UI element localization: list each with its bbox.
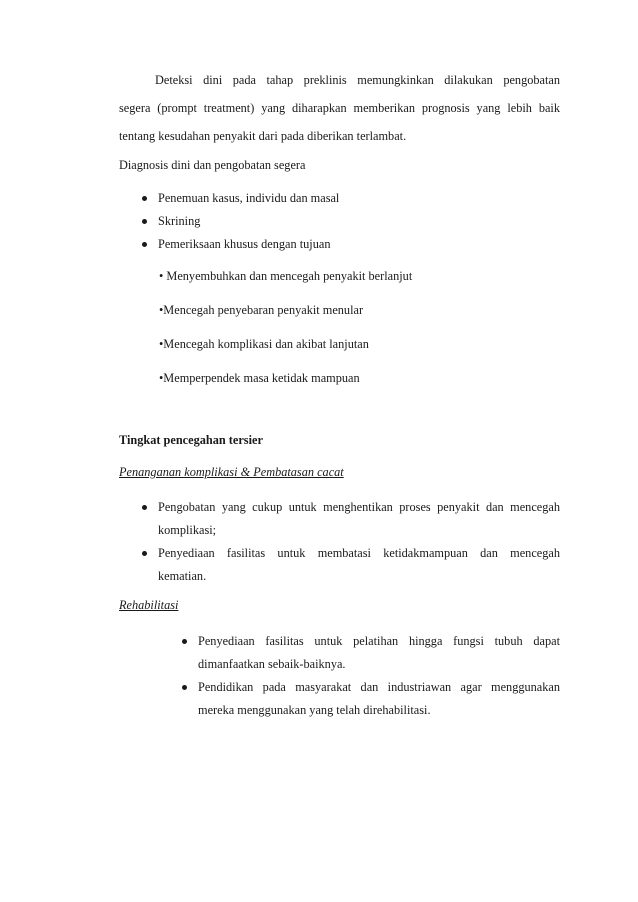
diagnosis-bullet: Pemeriksaan khusus dengan tujuan [158,237,331,251]
rehabilitasi-item-line-2: mereka menggunakan yang telah direhabilitasi. [198,703,431,717]
bullet-icon [182,639,187,644]
diagnosis-sub-item: •Mencegah komplikasi dan akibat lanjutan [159,337,369,351]
diagnosis-bullet: Penemuan kasus, individu dan masal [158,191,340,205]
bullet-icon [142,196,147,201]
rehabilitasi-heading: Rehabilitasi [119,598,179,612]
rehabilitasi-item-line-2: dimanfaatkan sebaik-baiknya. [198,657,346,671]
bullet-icon [142,505,147,510]
intro-line-1: Deteksi dini pada tahap preklinis memungkinkan dilakukan pengobatan [155,73,560,87]
tersier-item-line-2: kematian. [158,569,207,583]
bullet-icon [142,242,147,247]
tersier-item-line-2: komplikasi; [158,523,217,537]
bullet-icon [142,551,147,556]
bullet-icon [142,219,147,224]
diagnosis-sub-item: • Menyembuhkan dan mencegah penyakit berlanjut [159,269,413,283]
tersier-item-line-1: Pengobatan yang cukup untuk menghentikan proses penyakit dan mencegah [158,500,560,514]
diagnosis-sub-item: •Memperpendek masa ketidak mampuan [159,371,360,385]
intro-line-2: segera (prompt treatment) yang diharapkan memberikan prognosis yang lebih baik [119,101,560,115]
diagnosis-heading: Diagnosis dini dan pengobatan segera [119,158,306,172]
diagnosis-sub-item: •Mencegah penyebaran penyakit menular [159,303,364,317]
rehabilitasi-item-line-1: Pendidikan pada masyarakat dan industriawan agar menggunakan [198,680,560,694]
intro-line-3: tentang kesudahan penyakit dari pada diberikan terlambat. [119,129,407,143]
tersier-subheading: Penanganan komplikasi & Pembatasan cacat [119,465,344,479]
rehabilitasi-item-line-1: Penyediaan fasilitas untuk pelatihan hingga fungsi tubuh dapat [198,634,560,648]
diagnosis-bullet: Skrining [158,214,201,228]
tersier-item-line-1: Penyediaan fasilitas untuk membatasi ketidakmampuan dan mencegah [158,546,560,560]
bullet-icon [182,685,187,690]
tersier-heading: Tingkat pencegahan tersier [119,433,263,447]
